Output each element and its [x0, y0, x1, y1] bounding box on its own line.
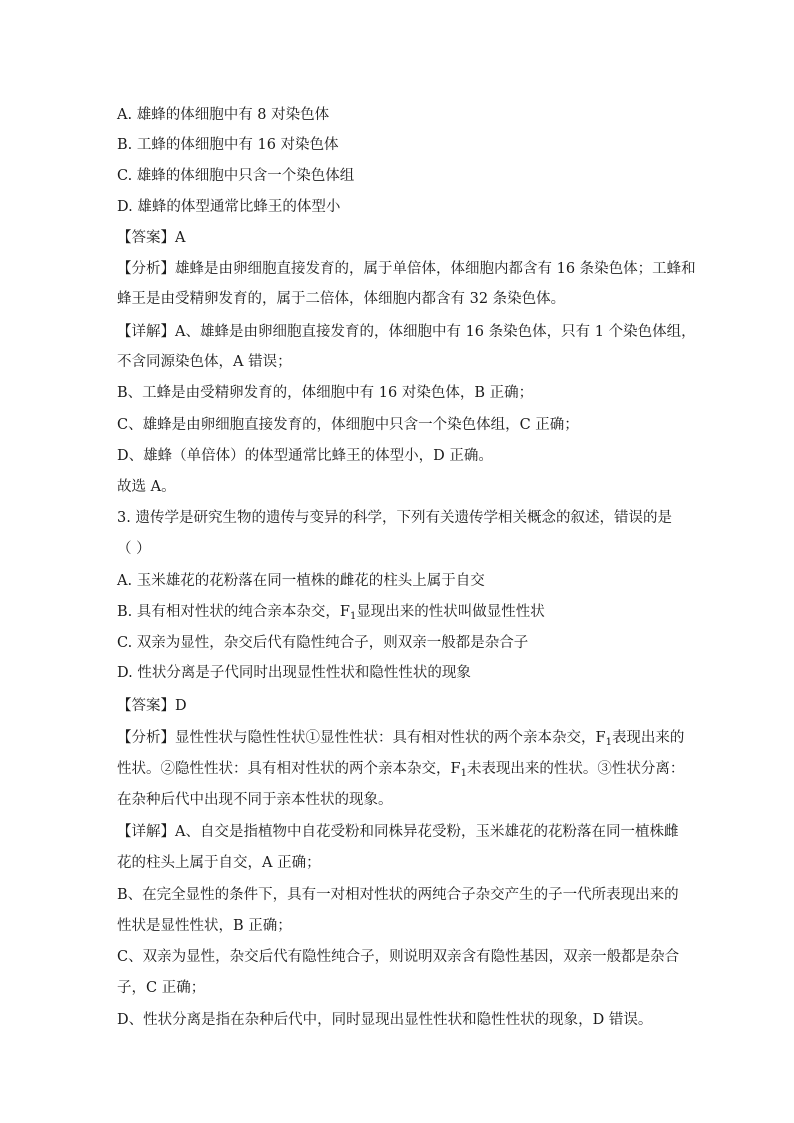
q2-option-b: B. 工蜂的体细胞中有 16 对染色体: [117, 137, 339, 153]
q3-analysis-line: [117, 729, 685, 752]
q3-detail-line: 【详解】A、自交是指植物中自花受粉和同株异花受粉，玉米雄花的花粉落在同一植株雌: [117, 824, 679, 840]
q2-analysis-line: 蜂王是由受精卵发育的，属于二倍体，体细胞内都含有 32 条染色体。: [117, 291, 566, 307]
q3-analysis-text-end: 未表现出来的性状。③性状分离：: [466, 761, 685, 777]
q3-option-b: [117, 603, 677, 626]
q2-analysis-line: 【分析】雄蜂是由卵细胞直接发育的，属于单倍体，体细胞内都含有 16 条染色体；工蜂和: [117, 261, 696, 277]
q3-analysis-text: 性状。②隐性性状：具有相对性状的两个亲本杂交，F: [117, 761, 461, 777]
q2-conclusion: 故选 A。: [117, 479, 176, 495]
subscript-1: 1: [605, 737, 612, 748]
q3-option-b-text: B. 具有相对性状的纯合亲本杂交，F: [117, 604, 350, 620]
q3-detail-line: 性状是显性性状，B 正确；: [117, 918, 292, 934]
q3-stem: 3. 遗传学是研究生物的遗传与变异的科学，下列有关遗传学相关概念的叙述，错误的是: [117, 510, 672, 526]
q3-option-b-text-end: 显现出来的性状叫做显性性状: [356, 604, 545, 620]
q3-analysis-text: 【分析】显性性状与隐性性状①显性性状：具有相对性状的两个亲本杂交，F: [117, 730, 606, 746]
q2-option-a: A. 雄蜂的体细胞中有 8 对染色体: [117, 107, 330, 123]
q2-option-c: C. 雄蜂的体细胞中只含一个染色体组: [117, 168, 355, 184]
q3-option-a: A. 玉米雄花的花粉落在同一植株的雌花的柱头上属于自交: [117, 573, 485, 589]
q3-analysis-line: [117, 760, 685, 783]
q3-answer: 【答案】D: [117, 698, 187, 714]
q3-detail-line: 花的柱头上属于自交，A 正确；: [117, 855, 321, 871]
q2-detail-line: 【详解】A、雄蜂是由卵细胞直接发育的，体细胞中有 16 条染色体，只有 1 个染色体组，: [117, 324, 696, 340]
q2-detail-line: C、雄蜂是由卵细胞直接发育的，体细胞中只含一个染色体组，C 正确；: [117, 417, 579, 433]
q2-detail-line: D、雄蜂（单倍体）的体型通常比蜂王的体型小，D 正确。: [117, 448, 493, 464]
q3-detail-line: D、性状分离是指在杂种后代中，同时显现出显性性状和隐性性状的现象，D 错误。: [117, 1012, 653, 1028]
q3-analysis-line: 在杂种后代中出现不同于亲本性状的现象。: [117, 792, 393, 808]
subscript-1: 1: [349, 611, 357, 622]
subscript-1: 1: [460, 768, 467, 779]
q2-detail-line: B、工蜂是由受精卵发育的，体细胞中有 16 对染色体，B 正确；: [117, 385, 534, 401]
q3-detail-line: 子，C 正确；: [117, 980, 206, 996]
q3-detail-line: B、在完全显性的条件下，具有一对相对性状的两纯合子杂交产生的子一代所表现出来的: [117, 887, 679, 903]
q3-detail-line: C、双亲为显性，杂交后代有隐性纯合子，则说明双亲含有隐性基因，双亲一般都是杂合: [117, 949, 680, 965]
q2-option-d: D. 雄蜂的体型通常比蜂王的体型小: [117, 199, 341, 215]
q3-option-c: C. 双亲为显性，杂交后代有隐性纯合子，则双亲一般都是杂合子: [117, 635, 529, 651]
q3-stem-bracket: （ ）: [117, 541, 151, 557]
q3-analysis-text-end: 表现出来的: [611, 730, 685, 746]
q3-option-d: D. 性状分离是子代同时出现显性性状和隐性性状的现象: [117, 665, 471, 681]
q2-detail-line: 不含同源染色体，A 错误；: [117, 354, 292, 370]
q2-answer: 【答案】A: [117, 230, 186, 246]
